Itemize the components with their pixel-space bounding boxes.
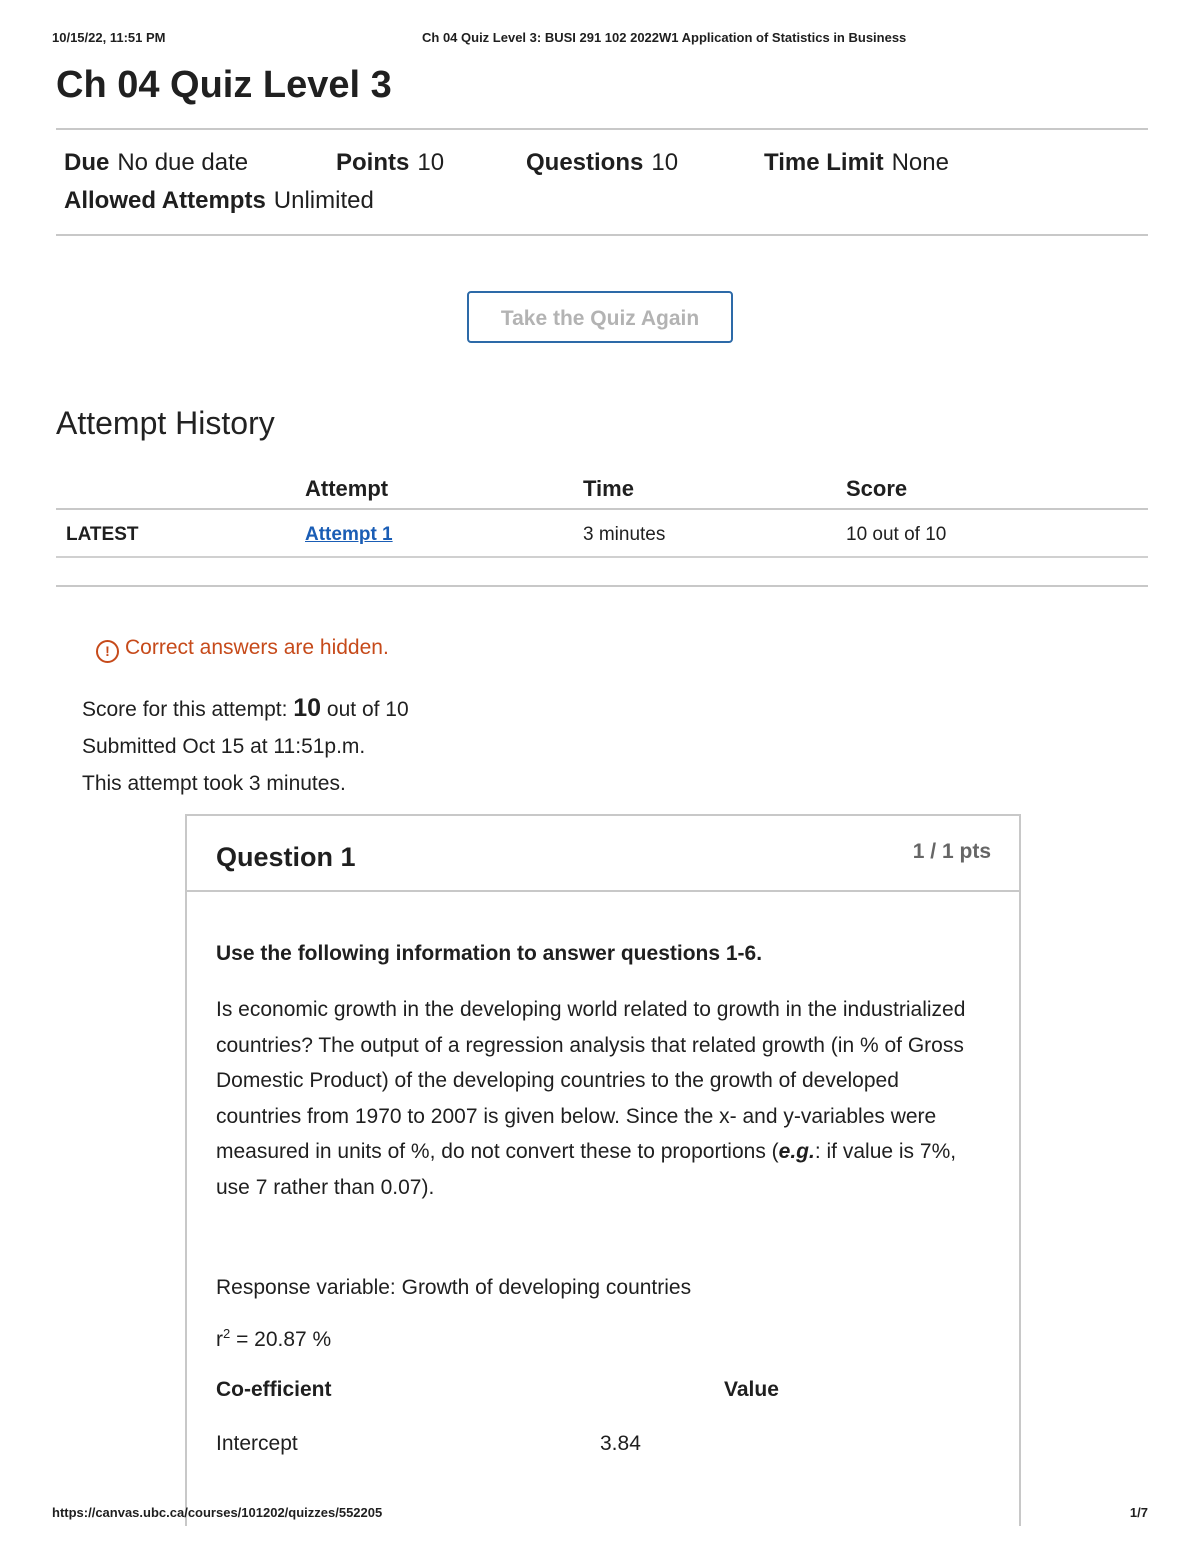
take-quiz-again-button[interactable]: Take the Quiz Again <box>467 291 733 343</box>
divider <box>56 128 1148 130</box>
question-intro: Use the following information to answer questions 1-6. <box>216 942 763 965</box>
time-limit-value: None <box>891 149 949 176</box>
page-title: Ch 04 Quiz Level 3 <box>56 64 392 106</box>
points-label: Points <box>336 149 410 176</box>
time-limit-info <box>764 149 949 177</box>
questions-info <box>526 149 678 177</box>
page-number: 1/7 <box>1129 1505 1148 1520</box>
value-header: Value <box>724 1378 779 1401</box>
hidden-answers-notice <box>96 636 389 663</box>
table-row <box>56 510 1148 558</box>
attempt-score: 10 out of 10 <box>846 524 947 545</box>
r-squared <box>216 1326 331 1352</box>
coefficient-name: Intercept <box>216 1432 298 1455</box>
coefficient-header: Co-efficient <box>216 1378 332 1401</box>
due-label: Due <box>64 149 110 176</box>
print-footer <box>52 1505 1148 1523</box>
divider <box>56 234 1148 236</box>
question-text-emphasis: e.g. <box>778 1140 815 1163</box>
questions-value: 10 <box>651 149 679 176</box>
warning-icon: ! <box>96 640 119 663</box>
due-value: No due date <box>117 149 249 176</box>
column-header-score: Score <box>846 476 908 501</box>
points-info <box>336 149 444 177</box>
question-title: Question 1 <box>216 842 356 872</box>
latest-tag: LATEST <box>66 524 139 545</box>
column-header-time: Time <box>583 476 634 501</box>
r-squared-symbol: r <box>216 1328 223 1351</box>
print-date: 10/15/22, 11:51 PM <box>52 30 166 45</box>
divider <box>56 585 1148 587</box>
table-header-row <box>56 466 1148 510</box>
question-text-part: : if value is 7%, use 7 rather than 0.07). <box>216 1140 957 1199</box>
coefficient-value: 3.84 <box>600 1432 641 1455</box>
notice-text: Correct answers are hidden. <box>125 636 389 659</box>
column-header-attempt: Attempt <box>305 476 389 501</box>
score-prefix: Score for this attempt: <box>82 698 288 721</box>
response-variable: Response variable: Growth of developing countries <box>216 1276 692 1299</box>
attempt-time: 3 minutes <box>583 524 666 545</box>
score-line <box>82 690 409 728</box>
due-info <box>64 149 248 177</box>
print-url: https://canvas.ubc.ca/courses/101202/quizzes/552205 <box>52 1505 383 1520</box>
print-doc-title: Ch 04 Quiz Level 3: BUSI 291 102 2022W1 Application of Statistics in Business <box>422 30 907 45</box>
duration-line: This attempt took 3 minutes. <box>82 772 346 795</box>
points-value: 10 <box>417 149 445 176</box>
attempts-label: Allowed Attempts <box>64 187 266 214</box>
attempt-history-table <box>56 466 1148 558</box>
attempt-link[interactable]: Attempt 1 <box>305 524 393 545</box>
question-header <box>187 816 1019 892</box>
attempt-summary <box>82 690 409 802</box>
attempts-info <box>64 187 374 215</box>
time-limit-label: Time Limit <box>764 149 884 176</box>
question-text-part: Is economic growth in the developing world related to growth in the industrialized countries? The output of a regression analysis that related growth (in % of Gross Domestic Product) of the developing countries to the growth of developed countries from 1970 to 2007 is given below. Since the x- and y-variables were measured in units of %, do not convert these to proportions ( <box>216 998 966 1163</box>
attempts-value: Unlimited <box>273 187 374 214</box>
question-card <box>185 814 1021 1526</box>
r-squared-value: = 20.87 % <box>230 1328 332 1351</box>
r-squared-exponent: 2 <box>223 1326 231 1341</box>
score-value: 10 <box>293 694 322 722</box>
questions-label: Questions <box>526 149 644 176</box>
attempt-history-title: Attempt History <box>56 405 275 441</box>
print-header <box>52 30 1148 50</box>
question-points: 1 / 1 pts <box>912 840 991 863</box>
score-suffix: out of 10 <box>326 698 409 721</box>
question-text <box>216 992 986 1205</box>
submitted-line: Submitted Oct 15 at 11:51p.m. <box>82 735 366 758</box>
